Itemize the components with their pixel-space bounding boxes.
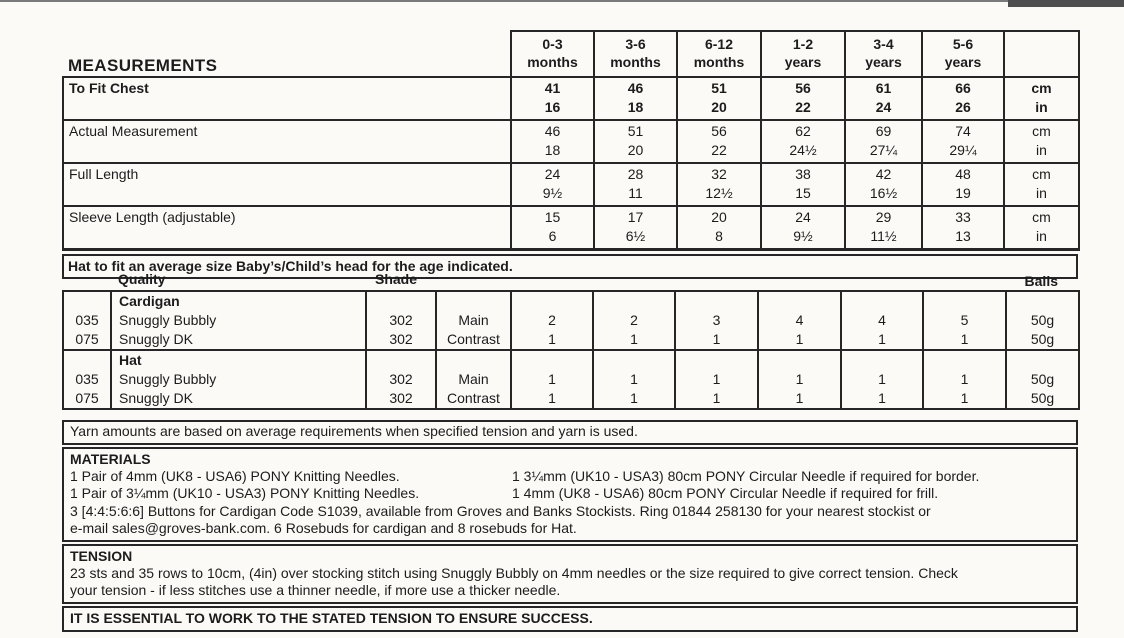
size-header-line1: 5-6 xyxy=(952,36,974,52)
scan-artifact-top-line xyxy=(0,0,1124,2)
measurement-value: 56 22 xyxy=(761,77,845,120)
unit-label: cm in xyxy=(1004,206,1079,250)
unit-label: cm in xyxy=(1004,120,1079,163)
size-header-6-12-months xyxy=(677,31,761,77)
measurement-value: 51 20 xyxy=(677,77,761,120)
ball-weight: 50g xyxy=(1006,330,1079,350)
size-header-0-3-months xyxy=(511,31,594,77)
size-header-line2: months xyxy=(610,54,661,70)
unit-label: cm in xyxy=(1004,77,1079,120)
measurements-header-row xyxy=(63,31,1079,77)
notes-section xyxy=(62,420,1078,632)
balls-count: 1 xyxy=(841,389,923,409)
size-header-line1: 0-3 xyxy=(542,36,563,52)
quality-header: Quality xyxy=(118,271,166,287)
size-header-line1: 1-2 xyxy=(792,36,814,52)
measurements-table xyxy=(62,30,1080,251)
yarn-name: Snuggly Bubbly xyxy=(111,311,366,330)
measurement-value: 41 16 xyxy=(511,77,594,120)
measurement-value: 15 6 xyxy=(511,206,594,250)
measurements-section xyxy=(62,30,1078,279)
size-header-line1: 3-4 xyxy=(873,36,894,52)
size-header-3-6-months xyxy=(594,31,677,77)
balls-count: 1 xyxy=(841,370,923,389)
balls-count: 1 xyxy=(923,370,1006,389)
balls-count: 4 xyxy=(841,311,923,330)
table-row-hat-contrast-yarn xyxy=(63,389,1079,409)
balls-count: 1 xyxy=(593,330,675,350)
table-row-cardigan-contrast-yarn xyxy=(63,330,1079,350)
measurement-value: 42 16½ xyxy=(845,163,922,206)
tension-text: your tension - if less stitches use a thinner needle, if more use a thicker needle. xyxy=(70,582,561,598)
materials-item: 1 Pair of 3¼mm (UK10 - USA3) PONY Knitting Needles. xyxy=(70,485,420,501)
materials-title: MATERIALS xyxy=(70,450,151,467)
measurement-value: 24 9½ xyxy=(761,206,845,250)
shade-value: 302 xyxy=(366,311,436,330)
materials-item: 1 4mm (UK8 - USA6) 80cm PONY Circular Needle if required for frill. xyxy=(512,485,939,501)
yarn-role: Main xyxy=(436,311,511,330)
balls-count: 1 xyxy=(923,389,1006,409)
balls-count: 1 xyxy=(675,330,758,350)
yarn-name: Snuggly Bubbly xyxy=(111,370,366,389)
measurement-row-label: Full Length xyxy=(63,163,511,206)
essential-tension-note: IT IS ESSENTIAL TO WORK TO THE STATED TENSION TO ENSURE SUCCESS. xyxy=(62,606,1078,632)
table-row-actual-measurement xyxy=(63,120,1079,163)
ball-weight: 50g xyxy=(1006,311,1079,330)
yarn-code: 035 xyxy=(63,311,111,330)
measurement-value: 29 11½ xyxy=(845,206,922,250)
measurements-title-cell xyxy=(63,31,511,77)
yarn-table-headers xyxy=(62,271,1078,290)
measurement-value: 56 22 xyxy=(677,120,761,163)
balls-count: 1 xyxy=(758,330,841,350)
size-header-line2: months xyxy=(693,54,745,70)
measurement-value: 46 18 xyxy=(594,77,677,120)
yarn-name: Snuggly DK xyxy=(111,330,366,350)
ball-weight: 50g xyxy=(1006,370,1079,389)
balls-count: 5 xyxy=(923,311,1006,330)
table-row-hat-main-yarn xyxy=(63,370,1079,389)
balls-count: 1 xyxy=(758,389,841,409)
tension-text: 23 sts and 35 rows to 10cm, (4in) over stocking stitch using Snuggly Bubbly on 4mm needles or the size required to give correct tension. Check xyxy=(70,564,958,581)
size-header-line2: years xyxy=(944,54,982,70)
measurement-value: 20 8 xyxy=(677,206,761,250)
measurement-value: 74 29¼ xyxy=(922,120,1004,163)
yarn-code: 075 xyxy=(63,389,111,409)
balls-count: 1 xyxy=(758,370,841,389)
size-header-line1: 3-6 xyxy=(625,36,646,52)
size-header-1-2-years xyxy=(761,31,845,77)
materials-line-2 xyxy=(70,485,1070,503)
yarn-code: 035 xyxy=(63,370,111,389)
size-header-line2: years xyxy=(784,54,822,70)
yarn-role: Contrast xyxy=(436,389,511,409)
yarn-role: Contrast xyxy=(436,330,511,350)
yarn-code-cell xyxy=(63,350,111,370)
scan-artifact-top-right xyxy=(1008,0,1124,7)
measurement-row-label: Sleeve Length (adjustable) xyxy=(63,206,511,250)
yarn-requirements-section xyxy=(62,271,1078,410)
size-header-3-4-years xyxy=(845,31,922,77)
balls-count: 3 xyxy=(675,311,758,330)
balls-count: 4 xyxy=(758,311,841,330)
hat-fit-note: Hat to fit an average size Baby’s/Child’s head for the age indicated. xyxy=(62,254,1078,279)
balls-count: 2 xyxy=(593,311,675,330)
measurement-value: 46 18 xyxy=(511,120,594,163)
measurement-value: 17 6½ xyxy=(594,206,677,250)
yarn-section-name: Cardigan xyxy=(111,291,366,311)
yarn-name: Snuggly DK xyxy=(111,389,366,409)
shade-header: Shade xyxy=(375,271,418,287)
balls-count: 1 xyxy=(511,330,593,350)
table-row-full-length xyxy=(63,163,1079,206)
measurement-value: 48 19 xyxy=(922,163,1004,206)
table-row-section-hat xyxy=(63,350,1079,370)
balls-count: 1 xyxy=(511,389,593,409)
balls-count: 1 xyxy=(593,389,675,409)
shade-value: 302 xyxy=(366,389,436,409)
measurement-value: 61 24 xyxy=(845,77,922,120)
shade-value: 302 xyxy=(366,370,436,389)
yarn-code: 075 xyxy=(63,330,111,350)
balls-count: 1 xyxy=(841,330,923,350)
tension-box xyxy=(62,544,1078,604)
measurement-value: 32 12½ xyxy=(677,163,761,206)
balls-count: 1 xyxy=(923,330,1006,350)
materials-line-1 xyxy=(70,468,1070,486)
yarn-role: Main xyxy=(436,370,511,389)
yarn-code-cell xyxy=(63,291,111,311)
measurement-value: 51 20 xyxy=(594,120,677,163)
table-row-sleeve-length xyxy=(63,206,1079,250)
measurement-row-label: Actual Measurement xyxy=(63,120,511,163)
materials-item: 1 Pair of 4mm (UK8 - USA6) PONY Knitting Needles. xyxy=(70,467,400,484)
shade-value: 302 xyxy=(366,330,436,350)
materials-box xyxy=(62,447,1078,542)
page-title: MEASUREMENTS xyxy=(68,56,218,75)
balls-count: 1 xyxy=(511,370,593,389)
measurement-value: 62 24½ xyxy=(761,120,845,163)
materials-item: e-mail sales@groves-bank.com. 6 Rosebuds for cardigan and 8 rosebuds for Hat. xyxy=(70,520,577,536)
balls-count: 1 xyxy=(593,370,675,389)
measurement-value: 33 13 xyxy=(922,206,1004,250)
balls-count: 1 xyxy=(675,370,758,389)
measurement-value: 66 26 xyxy=(922,77,1004,120)
yarn-section-name: Hat xyxy=(111,350,366,370)
materials-item: 3 [4:4:5:6:6] Buttons for Cardigan Code S1039, available from Groves and Banks Stockists. Ring 01844 258130 for your nearest stockist or xyxy=(70,502,931,519)
measurement-value: 28 11 xyxy=(594,163,677,206)
ball-weight: 50g xyxy=(1006,389,1079,409)
size-header-line2: years xyxy=(865,54,902,70)
measurement-value: 24 9½ xyxy=(511,163,594,206)
balls-count: 2 xyxy=(511,311,593,330)
unit-header-cell xyxy=(1004,31,1079,77)
unit-label: cm in xyxy=(1004,163,1079,206)
size-header-line2: months xyxy=(527,54,578,70)
balls-header: Balls xyxy=(1024,273,1058,289)
size-header-line1: 6-12 xyxy=(704,36,734,52)
table-row-to-fit-chest xyxy=(63,77,1079,120)
yarn-amounts-note: Yarn amounts are based on average requirements when specified tension and yarn is used. xyxy=(62,420,1078,445)
measurement-value: 69 27¼ xyxy=(845,120,922,163)
materials-item: 1 3¼mm (UK10 - USA3) 80cm PONY Circular Needle if required for border. xyxy=(512,467,980,484)
tension-title: TENSION xyxy=(70,547,133,564)
table-row-cardigan-main-yarn xyxy=(63,311,1079,330)
table-row-section-cardigan xyxy=(63,291,1079,311)
yarn-table xyxy=(62,290,1080,410)
size-header-5-6-years xyxy=(922,31,1004,77)
balls-count: 1 xyxy=(675,389,758,409)
measurement-row-label: To Fit Chest xyxy=(63,77,511,120)
measurement-value: 38 15 xyxy=(761,163,845,206)
